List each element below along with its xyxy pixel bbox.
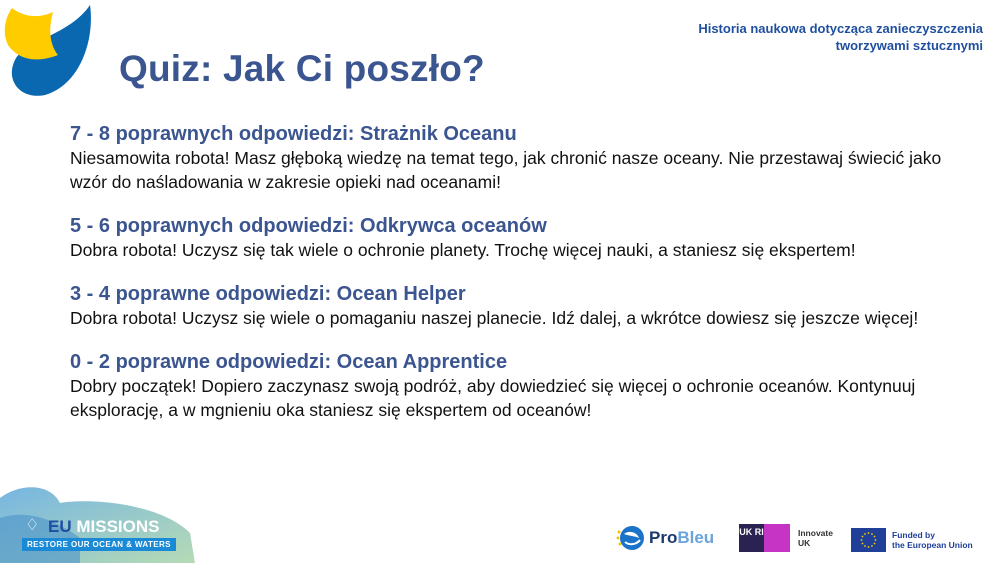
- result-section: [70, 214, 970, 262]
- result-section: [70, 350, 970, 422]
- eu-flag-icon: [851, 528, 886, 552]
- result-heading: 0 - 2 poprawne odpowiedzi: Ocean Apprentice: [70, 351, 508, 373]
- result-section: [70, 282, 970, 330]
- ukri-icon: UK RI: [739, 524, 764, 552]
- result-heading: 5 - 6 poprawnych odpowiedzi: Odkrywca oceanów: [70, 215, 547, 237]
- ukri-magenta-block-icon: [764, 524, 790, 552]
- subject-line-1: Historia naukowa dotycząca zanieczyszczenia: [698, 21, 983, 36]
- result-text: Dobra robota! Uczysz się wiele o pomaganiu naszej planecie. Idź dalej, a wkrótce dowiesz się jeszcze więcej!: [70, 308, 919, 328]
- subject-line-2: tworzywami sztucznymi: [835, 38, 983, 53]
- eu-funding-logo: Funded by the European Union: [851, 528, 973, 552]
- result-text: Dobry początek! Dopiero zaczynasz swoją podróż, aby dowiedzieć się więcej o ochronie oceanów. Kontynuuj eksplorację, a w mgnieniu oka staniesz się ekspertem od oceanów!: [70, 376, 916, 420]
- subject-label: [698, 20, 983, 54]
- eu-missions-tagline: RESTORE OUR OCEAN & WATERS: [22, 538, 176, 551]
- project-logo-icon: [0, 0, 100, 100]
- results-list: [70, 122, 970, 442]
- result-section: [70, 122, 970, 194]
- result-heading: 7 - 8 poprawnych odpowiedzi: Strażnik Oceanu: [70, 123, 517, 145]
- eu-missions-logo: EU MISSIONS: [48, 517, 160, 536]
- result-heading: 3 - 4 poprawne odpowiedzi: Ocean Helper: [70, 283, 466, 305]
- result-text: Niesamowita robota! Masz głęboką wiedzę na temat tego, jak chronić nasze oceany. Nie przestawaj świecić jako wzór do naśladowania w zakresie opieki nad oceanami!: [70, 148, 942, 192]
- page-title: Quiz: Jak Ci poszło?: [119, 48, 485, 89]
- innovate-uk-logo: UK RI Innovate UK: [739, 524, 833, 552]
- result-text: Dobra robota! Uczysz się tak wiele o ochronie planety. Trochę więcej nauki, a staniesz się ekspertem!: [70, 240, 856, 260]
- eu-missions-drop-icon: ♢: [25, 517, 40, 534]
- probleu-logo: ProBleu: [615, 524, 714, 552]
- probleu-icon: [615, 524, 645, 552]
